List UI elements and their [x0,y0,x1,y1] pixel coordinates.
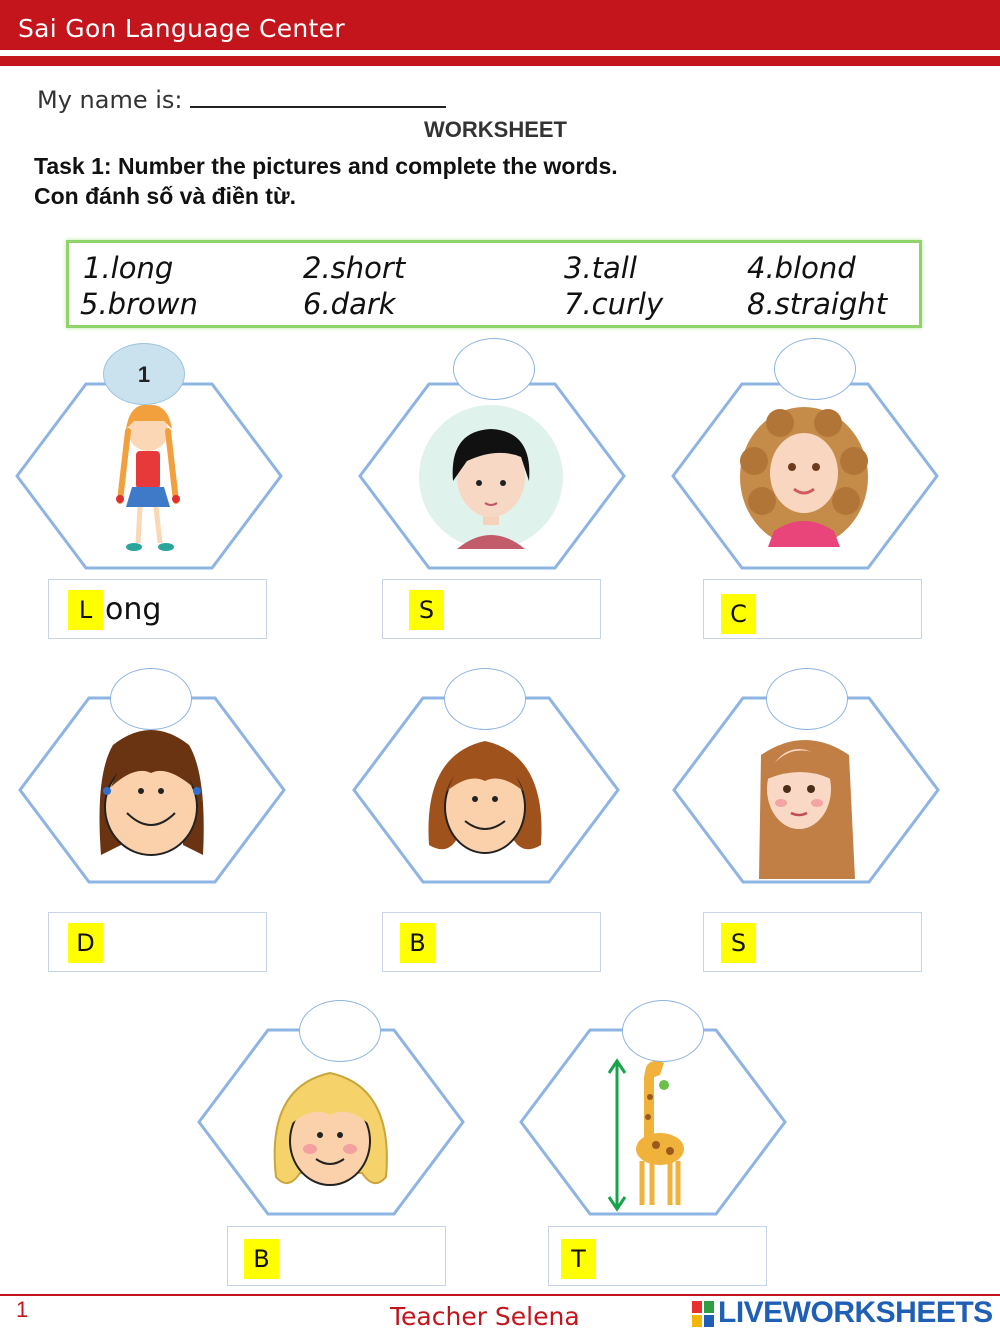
hint-letter: L [68,590,103,630]
word-bank-item: 7.curly [564,287,664,321]
name-input-line[interactable] [190,106,446,108]
teacher-name: Teacher Selena [390,1302,580,1331]
hint-letter: D [68,923,103,963]
picture-hexagon [14,381,284,571]
number-bubble[interactable] [622,1000,704,1062]
hint-letter: C [721,594,756,634]
number-bubble[interactable] [444,668,526,730]
number-bubble[interactable] [774,338,856,400]
answer-field[interactable] [382,912,601,972]
answer-text: ong [105,592,162,627]
word-bank [66,240,922,328]
page-number: 1 [16,1297,29,1322]
word-bank-item: 1.long [83,251,174,285]
answer-field[interactable] [48,912,267,972]
curly-hair-girl-icon [740,407,868,547]
dark-hair-girl-icon [100,730,204,855]
answer-field[interactable] [703,579,922,639]
number-bubble[interactable] [453,338,535,400]
word-bank-item: 3.tall [564,251,637,285]
answer-field[interactable] [48,579,267,639]
worksheet-title: WORKSHEET [424,117,567,142]
header-bar [0,0,1000,50]
name-label: My name is: [37,86,183,114]
short-black-hair-girl-icon [419,405,563,549]
word-bank-item: 2.short [303,251,406,285]
liveworksheets-brand[interactable]: LIVEWORKSHEETS [718,1296,993,1329]
word-bank-item: 6.dark [303,287,396,321]
hint-letter: T [561,1239,596,1279]
answer-field[interactable] [382,579,601,639]
word-bank-item: 4.blond [747,251,856,285]
header-title: Sai Gon Language Center [18,14,345,43]
header-divider [0,56,1000,66]
hint-letter: B [244,1239,279,1279]
word-bank-item: 5.brown [80,287,198,321]
hint-letter: B [400,923,435,963]
picture-hexagon [357,381,627,571]
number-bubble[interactable] [110,668,192,730]
answer-field[interactable] [227,1226,446,1286]
answer-field[interactable] [703,912,922,972]
straight-hair-woman-icon [759,740,855,879]
task-instruction-en: Task 1: Number the pictures and complete the words. [34,153,618,179]
picture-number: 1 [137,362,151,387]
answer-field[interactable] [548,1226,767,1286]
task-instruction-vi: Con đánh số và điền từ. [34,183,297,209]
number-bubble[interactable] [103,343,185,405]
word-bank-item: 8.straight [747,287,888,321]
liveworksheets-logo-icon [692,1301,714,1327]
hint-letter: S [409,590,444,630]
picture-hexagon [670,381,940,571]
hint-letter: S [721,923,756,963]
number-bubble[interactable] [766,668,848,730]
number-bubble[interactable] [299,1000,381,1062]
